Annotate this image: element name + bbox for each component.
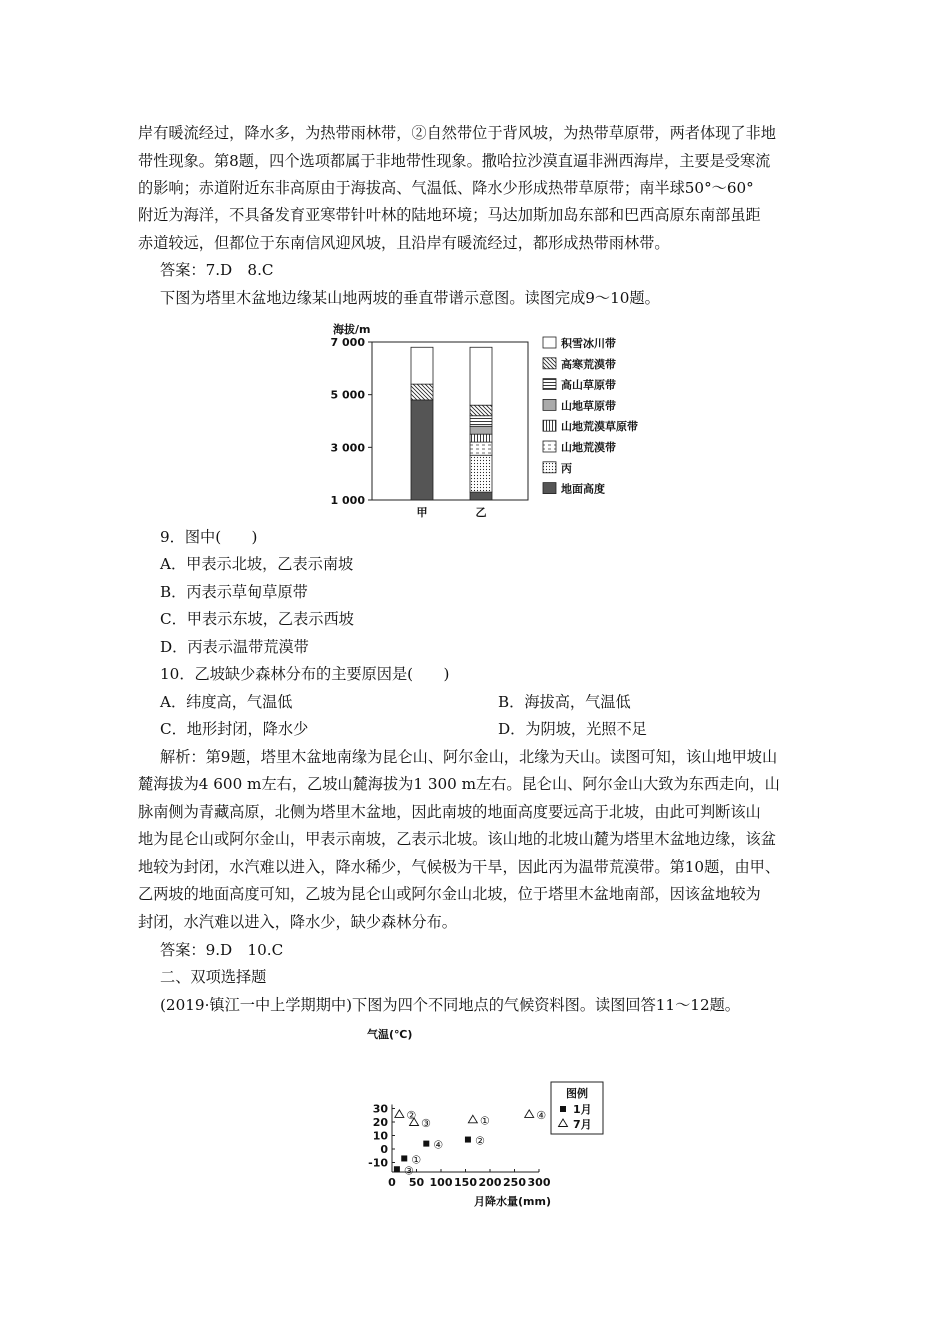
- chart1-legend-label: 山地荒漠带: [561, 441, 616, 454]
- para1-line-3: 的影响；赤道附近东非高原由于海拔高、气温低、降水少形成热带草原带；南半球50°～60°: [138, 179, 754, 197]
- chart2-ytick-label: 0: [380, 1143, 388, 1156]
- chart2-xtick-label: 50: [408, 1175, 425, 1189]
- chart2-point-label: ②: [474, 1134, 485, 1148]
- chart2-legend-label: 1月: [573, 1103, 592, 1116]
- chart1-legend-swatch: [543, 420, 556, 431]
- chart1-legend-label: 高山草原带: [561, 378, 616, 392]
- chart2-xtick-label: 250: [503, 1175, 526, 1189]
- chart2-point-label: ①: [411, 1153, 422, 1167]
- answer-9-10: 答案：9.D 10.C: [160, 941, 284, 959]
- chart1-ytick-label: 3 000: [330, 441, 365, 455]
- chart1-legend-swatch: [543, 441, 556, 452]
- q9-stem: 9．图中( ): [160, 528, 258, 546]
- chart2-point-jul: [525, 1110, 534, 1118]
- chart1-bar-segment: [470, 434, 492, 442]
- analysis-line-4: 地为昆仑山或阿尔金山，甲表示南坡，乙表示北坡。该山地的北坡山麓为塔里木盆地边缘，该盆: [138, 830, 776, 848]
- chart2-xtick-label: 0: [388, 1175, 396, 1189]
- chart1-ytick-label: 7 000: [330, 336, 365, 349]
- chart1-ytick-label: 5 000: [330, 388, 365, 402]
- chart2-ytick-label: 20: [372, 1116, 388, 1129]
- chart2-xtick-label: 300: [527, 1175, 551, 1189]
- analysis-line-2: 麓海拔为4 600 m左右，乙坡山麓海拔为1 300 m左右。昆仑山、阿尔金山大致为东西走向，山: [138, 775, 780, 793]
- chart1-bar-segment: [470, 347, 492, 405]
- analysis-line-7: 封闭，水汽难以进入，降水少，缺少森林分布。: [138, 913, 457, 931]
- q10-option-d: D．为阴坡，光照不足: [498, 720, 647, 738]
- answer-7-8: 答案：7.D 8.C: [160, 261, 274, 279]
- chart2-legend-title: 图例: [566, 1087, 588, 1100]
- chart1-plot-frame: [372, 342, 528, 500]
- para1-line-4: 附近为海洋，不具备发育亚寒带针叶林的陆地环境；马达加斯加岛东部和巴西高原东南部虽距: [138, 206, 761, 224]
- chart2-ytick-label: -10: [368, 1156, 388, 1170]
- analysis-line-1: 解析：第9题，塔里木盆地南缘为昆仑山、阿尔金山，北缘为天山。读图可知，该山地甲坡山: [160, 748, 778, 766]
- chart2-ytick-label: 10: [372, 1129, 388, 1143]
- chart2-ytick-label: 30: [372, 1102, 388, 1116]
- chart2-point-label: ④: [433, 1138, 444, 1152]
- chart1-legend-swatch: [543, 379, 556, 390]
- chart1-bar-segment: [470, 455, 492, 492]
- chart1-bar-segment: [470, 416, 492, 427]
- chart2-point-label: ②: [406, 1108, 417, 1122]
- chart1-ytick-label: 1 000: [330, 494, 365, 507]
- chart2-point-jan: [401, 1155, 407, 1161]
- chart2-point-jul: [395, 1110, 404, 1118]
- intro-9-10: 下图为塔里木盆地边缘某山地两坡的垂直带谱示意图。读图完成9～10题。: [160, 289, 660, 307]
- chart1-legend-swatch: [543, 462, 556, 473]
- chart1-category-label: 乙: [475, 506, 487, 519]
- q9-option-a: A．甲表示北坡，乙表示南坡: [160, 555, 354, 573]
- chart2-xtick-label: 150: [454, 1175, 477, 1189]
- q9-option-b: B．丙表示草甸草原带: [160, 583, 308, 601]
- q10-option-b: B．海拔高，气温低: [498, 693, 631, 711]
- chart1-legend-swatch: [543, 399, 556, 410]
- chart1-bar-segment: [470, 492, 492, 500]
- chart2-point-label: ④: [536, 1108, 547, 1122]
- chart2-point-label: ①: [479, 1114, 490, 1128]
- chart1-legend-label: 山地草原带: [561, 399, 616, 413]
- analysis-line-3: 脉南侧为青藏高原，北侧为塔里木盆地，因此南坡的地面高度要远高于北坡，由此可判断该山: [138, 803, 761, 821]
- chart1-bar-segment: [470, 405, 492, 416]
- chart2-point-jan: [465, 1137, 471, 1143]
- chart2-point-label: ③: [403, 1164, 414, 1178]
- chart2-xlabel: 月降水量(mm): [474, 1194, 551, 1208]
- q10-option-c: C．地形封闭，降水少: [160, 720, 309, 738]
- intro-11-12: (2019·镇江一中上学期期中)下图为四个不同地点的气候资料图。读图回答11～12题。: [160, 996, 740, 1014]
- chart2-xtick-label: 100: [429, 1175, 453, 1189]
- chart1-bar-segment: [470, 426, 492, 434]
- analysis-line-5: 地较为封闭，水汽难以进入，降水稀少，气候极为干旱，因此丙为温带荒漠带。第10题，由甲、: [138, 858, 781, 876]
- q9-option-d: D．丙表示温带荒漠带: [160, 638, 309, 656]
- chart2-point-jan: [423, 1141, 429, 1147]
- q9-option-c: C．甲表示东坡，乙表示西坡: [160, 610, 354, 628]
- chart2-point-jul: [468, 1115, 477, 1123]
- climate-scatter-chart: [355, 1022, 635, 1212]
- chart1-legend-label: 山地荒漠草原带: [561, 420, 638, 434]
- chart1-ylabel: 海拔/m: [333, 323, 371, 336]
- chart1-bar-segment: [411, 384, 433, 400]
- chart1-bar-segment: [470, 442, 492, 455]
- section-heading: 二、双项选择题: [160, 968, 267, 986]
- chart1-legend-label: 丙: [561, 461, 572, 475]
- chart2-xtick-label: 200: [478, 1175, 502, 1189]
- chart1-category-label: 甲: [416, 506, 428, 519]
- chart2-ylabel: 气温(℃): [367, 1028, 413, 1041]
- analysis-line-6: 乙两坡的地面高度可知，乙坡为昆仑山或阿尔金山北坡，位于塔里木盆地南部，因该盆地较为: [138, 885, 761, 903]
- q10-stem: 10．乙坡缺少森林分布的主要原因是( ): [160, 665, 450, 683]
- q10-option-a: A．纬度高，气温低: [160, 693, 293, 711]
- para1-line-2: 带性现象。第8题，四个选项都属于非地带性现象。撒哈拉沙漠直逼非洲西海岸，主要是受寒流: [138, 152, 771, 170]
- chart1-legend-swatch: [543, 483, 556, 494]
- chart1-legend-swatch: [543, 358, 556, 369]
- chart2-legend-label: 7月: [573, 1118, 592, 1131]
- chart1-legend-swatch: [543, 337, 556, 348]
- chart1-legend-label: 积雪冰川带: [561, 337, 616, 350]
- chart1-bar-segment: [411, 400, 433, 500]
- chart2-point-jan: [394, 1166, 400, 1172]
- para1-line-1: 岸有暖流经过，降水多，为热带雨林带，②自然带位于背风坡，为热带草原带，两者体现了非地: [138, 124, 776, 142]
- chart1-legend-label: 高寒荒漠带: [561, 357, 616, 371]
- chart1-bar-segment: [411, 347, 433, 384]
- chart1-legend-label: 地面高度: [561, 482, 605, 496]
- chart2-legend-square-icon: [560, 1106, 566, 1112]
- para1-line-5: 赤道较远，但都位于东南信风迎风坡，且沿岸有暖流经过，都形成热带雨林带。: [138, 234, 670, 252]
- vertical-zonation-chart: [320, 315, 670, 520]
- chart2-point-label: ③: [421, 1117, 431, 1130]
